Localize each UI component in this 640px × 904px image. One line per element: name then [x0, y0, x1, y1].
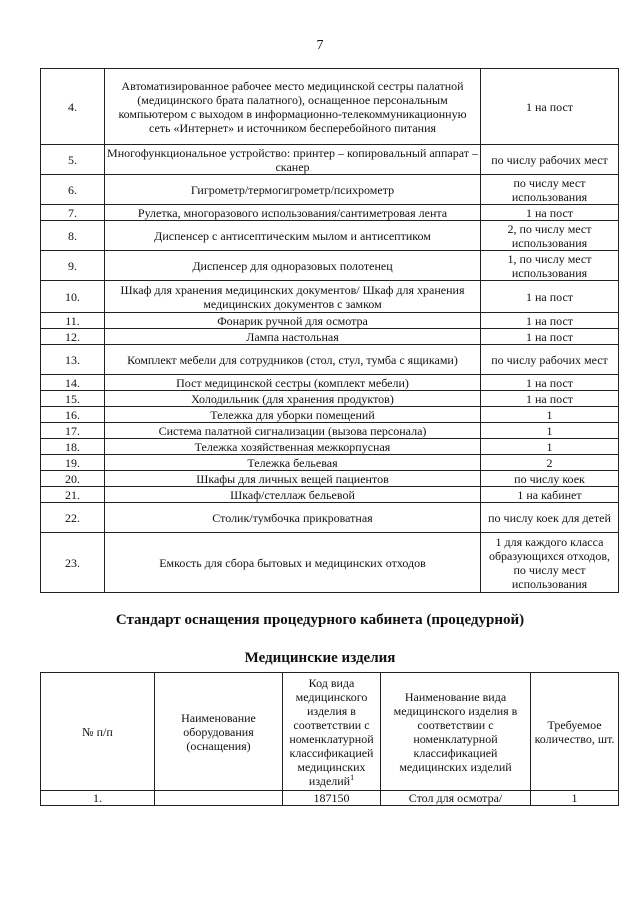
table-row	[41, 205, 619, 221]
item-quantity: по числу мест использования	[481, 175, 619, 205]
item-quantity: по числу рабочих мест	[481, 145, 619, 175]
item-name: Тележка для уборки помещений	[105, 407, 481, 423]
medical-devices-table	[40, 672, 619, 806]
header-num: № п/п	[41, 673, 155, 791]
item-quantity: 1 на пост	[481, 375, 619, 391]
item-quantity: 1, по числу мест использования	[481, 251, 619, 281]
row-number: 15.	[41, 391, 105, 407]
row-number: 12.	[41, 329, 105, 345]
item-name: Гигрометр/термогигрометр/психрометр	[105, 175, 481, 205]
row-number: 13.	[41, 345, 105, 375]
item-quantity: по числу коек	[481, 471, 619, 487]
table-row	[41, 69, 619, 145]
row-number: 14.	[41, 375, 105, 391]
row-number: 8.	[41, 221, 105, 251]
item-quantity: 1 на пост	[481, 205, 619, 221]
item-name: Емкость для сбора бытовых и медицинских отходов	[105, 533, 481, 593]
item-quantity: 1 на пост	[481, 329, 619, 345]
equipment-name	[155, 791, 283, 806]
section-title: Стандарт оснащения процедурного кабинета (процедурной)	[115, 612, 525, 628]
table-row	[41, 487, 619, 503]
table-row	[41, 423, 619, 439]
row-number: 9.	[41, 251, 105, 281]
item-name: Система палатной сигнализации (вызова персонала)	[105, 423, 481, 439]
table-row	[41, 281, 619, 313]
table-row	[41, 145, 619, 175]
item-name: Холодильник (для хранения продуктов)	[105, 391, 481, 407]
item-name: Комплект мебели для сотрудников (стол, стул, тумба с ящиками)	[105, 345, 481, 375]
table-row	[41, 391, 619, 407]
item-name: Шкафы для личных вещей пациентов	[105, 471, 481, 487]
row-number: 5.	[41, 145, 105, 175]
row-number: 19.	[41, 455, 105, 471]
item-quantity: 1 на пост	[481, 313, 619, 329]
item-name: Рулетка, многоразового использования/сантиметровая лента	[105, 205, 481, 221]
row-number: 7.	[41, 205, 105, 221]
item-quantity: по числу рабочих мест	[481, 345, 619, 375]
item-name: Диспенсер с антисептическим мылом и антисептиком	[105, 221, 481, 251]
header-code-text: Код вида медицинского изделия в соответствии с номенклатурной классификацией медицинских изделий	[289, 675, 374, 788]
equipment-table	[40, 68, 619, 593]
item-name: Шкаф/стеллаж бельевой	[105, 487, 481, 503]
item-quantity: по числу коек для детей	[481, 503, 619, 533]
item-quantity: 1 на кабинет	[481, 487, 619, 503]
header-required: Требуемое количество, шт.	[531, 673, 619, 791]
item-name: Многофункциональное устройство: принтер – копировальный аппарат – сканер	[105, 145, 481, 175]
table-row	[41, 175, 619, 205]
item-name: Шкаф для хранения медицинских документов/ Шкаф для хранения медицинских документов с замком	[105, 281, 481, 313]
item-name: Лампа настольная	[105, 329, 481, 345]
table-row	[41, 329, 619, 345]
table-row	[41, 375, 619, 391]
table-row	[41, 313, 619, 329]
table-row	[41, 471, 619, 487]
item-name: Пост медицинской сестры (комплект мебели)	[105, 375, 481, 391]
item-quantity: 1 для каждого класса образующихся отходов, по числу мест использования	[481, 533, 619, 593]
item-name: Автоматизированное рабочее место медицинской сестры палатной (медицинского брата палатного), оснащенное персональным компьютером с выходом в информационно-телекоммуникационную сеть «Интернет» и источником бесперебойного питания	[105, 69, 481, 145]
header-code	[283, 673, 381, 791]
table-row	[41, 455, 619, 471]
row-number: 23.	[41, 533, 105, 593]
item-quantity: 1	[481, 423, 619, 439]
row-number: 4.	[41, 69, 105, 145]
item-quantity: 1 на пост	[481, 69, 619, 145]
row-number: 1.	[41, 791, 155, 806]
header-equipment: Наименование оборудования (оснащения)	[155, 673, 283, 791]
table-row	[41, 407, 619, 423]
footnote-marker: 1	[350, 772, 355, 782]
item-quantity: 1	[481, 439, 619, 455]
item-quantity: 2	[481, 455, 619, 471]
item-name: Тележка хозяйственная межкорпусная	[105, 439, 481, 455]
row-number: 6.	[41, 175, 105, 205]
header-kind: Наименование вида медицинского изделия в соответствии с номенклатурной классификацией медицинских изделий	[381, 673, 531, 791]
table-row	[41, 345, 619, 375]
item-name: Диспенсер для одноразовых полотенец	[105, 251, 481, 281]
table-row	[41, 439, 619, 455]
item-quantity: 1 на пост	[481, 281, 619, 313]
page-number: 7	[316, 38, 324, 53]
table-row	[41, 503, 619, 533]
subsection-title: Медицинские изделия	[244, 650, 396, 666]
item-quantity: 2, по числу мест использования	[481, 221, 619, 251]
device-code: 187150	[283, 791, 381, 806]
table-row	[41, 221, 619, 251]
item-quantity: 1	[481, 407, 619, 423]
item-name: Столик/тумбочка прикроватная	[105, 503, 481, 533]
row-number: 18.	[41, 439, 105, 455]
row-number: 22.	[41, 503, 105, 533]
table-row	[41, 251, 619, 281]
row-number: 20.	[41, 471, 105, 487]
row-number: 17.	[41, 423, 105, 439]
table-header-row	[41, 673, 619, 791]
table-row	[41, 791, 619, 806]
required-quantity: 1	[531, 791, 619, 806]
row-number: 10.	[41, 281, 105, 313]
item-quantity: 1 на пост	[481, 391, 619, 407]
item-name: Фонарик ручной для осмотра	[105, 313, 481, 329]
table-row	[41, 533, 619, 593]
row-number: 11.	[41, 313, 105, 329]
row-number: 21.	[41, 487, 105, 503]
item-name: Тележка бельевая	[105, 455, 481, 471]
device-kind: Стол для осмотра/	[381, 791, 531, 806]
row-number: 16.	[41, 407, 105, 423]
